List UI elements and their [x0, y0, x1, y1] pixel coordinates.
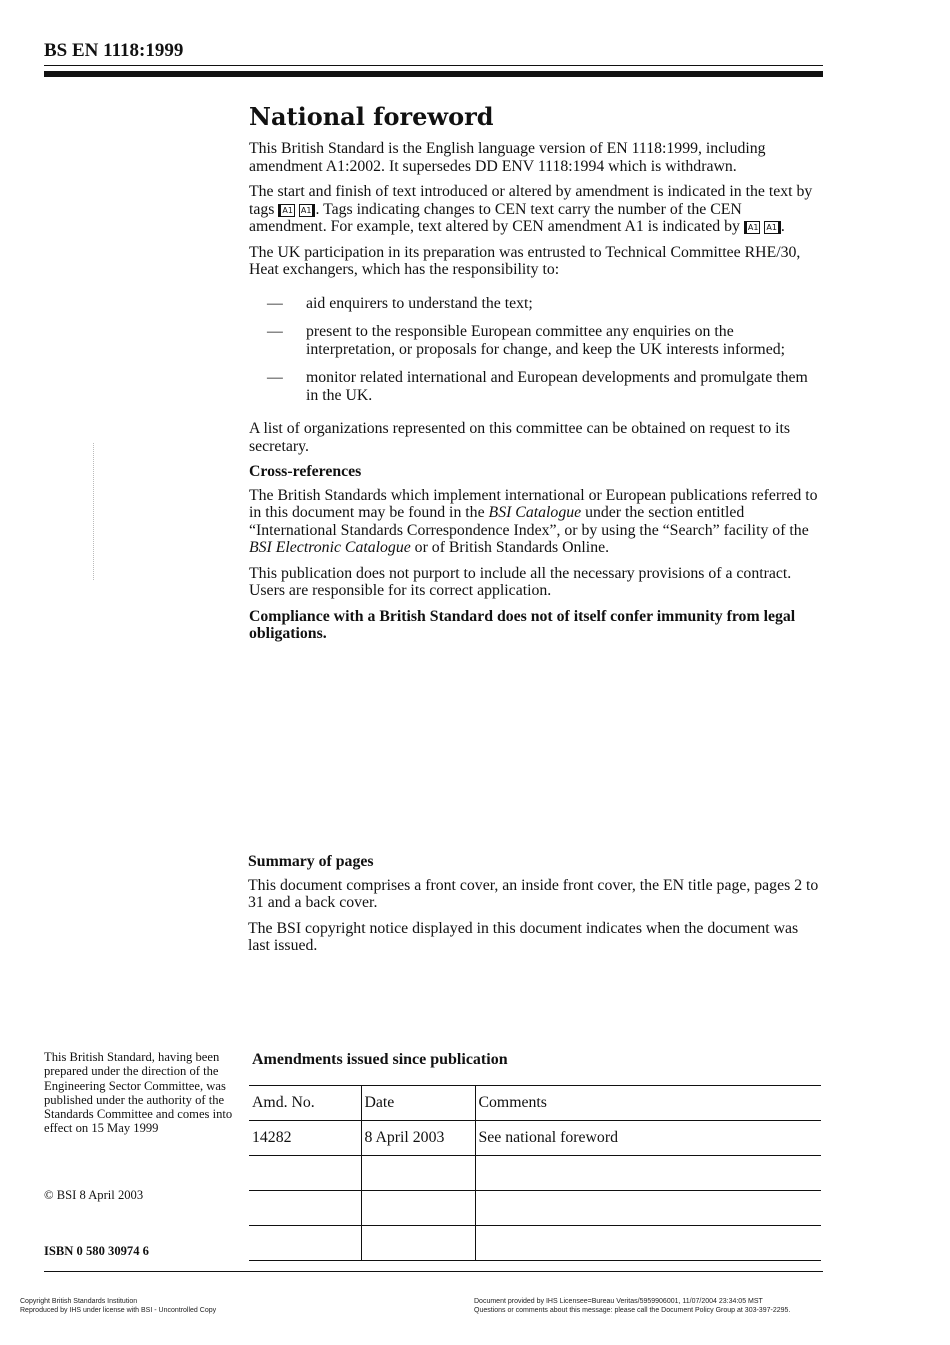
foreword-paragraph-2: The start and finish of text introduced or altered by amendment is indicated in the text by tags A1 A1 . Tags indicating changes to CEN text carry the number of the CEN amendment. For example, text altered by CEN amendment A1 is indicated by A1 A1 .	[249, 183, 813, 235]
publication-note: This British Standard, having been prepared under the direction of the Engineering Sector Committee, was published under the authority of the Standards Committee and comes into effect on 15 May 1999	[44, 1050, 233, 1136]
cross-references-paragraph: The British Standards which implement international or European publications referred to in this document may be found in the BSI Catalogue under the section entitled “International Standards Correspondence Index”, or by using the “Search” facility of the BSI Electronic Catalogue or of British Standards Online.	[249, 486, 818, 556]
table-cell	[249, 1156, 361, 1191]
table-cell	[361, 1226, 475, 1261]
summary-of-pages	[248, 853, 824, 963]
table-cell: See national foreword	[475, 1121, 821, 1156]
summary-heading: Summary of pages	[248, 853, 374, 870]
compliance-statement: Compliance with a British Standard does not of itself confer immunity from legal obligations.	[249, 607, 796, 642]
national-foreword	[249, 102, 823, 651]
amendment-end-tag: A1	[764, 221, 781, 234]
page-title: National foreword	[249, 102, 494, 131]
table-cell	[475, 1226, 821, 1261]
foreword-paragraph-3: The UK participation in its preparation was entrusted to Technical Committee RHE/30, Heat exchangers, which has the responsibility to:	[249, 243, 801, 278]
list-item: — monitor related international and European developments and promulgate them in the UK.	[267, 369, 808, 404]
column-header: Comments	[475, 1086, 821, 1121]
amendment-end-tag: A1	[299, 204, 316, 217]
footer-document-info: Document provided by IHS Licensee=Bureau Veritas/5959906001, 11/07/2004 23:34:05 MST Questions or comments about this message: please call the Document Policy Group at 303-397-2295.	[474, 1298, 791, 1314]
table-cell	[249, 1191, 361, 1226]
table-row	[249, 1191, 821, 1226]
amendment-start-tag: A1	[278, 204, 295, 217]
table-cell: 14282	[249, 1121, 361, 1156]
amendment-start-tag: A1	[744, 221, 761, 234]
document-code: BS EN 1118:1999	[44, 40, 184, 61]
table-cell	[361, 1156, 475, 1191]
list-item: — present to the responsible European committee any enquiries on the interpretation, or proposals for change, and keep the UK interests informed;	[267, 323, 786, 358]
table-cell: 8 April 2003	[361, 1121, 475, 1156]
foreword-paragraph-4: A list of organizations represented on this committee can be obtained on request to its secretary.	[249, 420, 791, 455]
cross-references-heading: Cross-references	[249, 463, 362, 480]
table-header-row	[249, 1086, 821, 1121]
foreword-paragraph-1: This British Standard is the English language version of EN 1118:1999, including amendment A1:2002. It supersedes DD ENV 1118:1994 which is withdrawn.	[249, 140, 766, 175]
header-rule-thick	[44, 71, 823, 77]
table-cell	[249, 1226, 361, 1261]
header-rule-thin	[44, 65, 823, 66]
isbn: ISBN 0 580 30974 6	[44, 1244, 149, 1258]
table-cell	[361, 1191, 475, 1226]
amendments-title: Amendments issued since publication	[252, 1051, 508, 1068]
table-cell	[475, 1191, 821, 1226]
copyright-notice: © BSI 8 April 2003	[44, 1188, 144, 1202]
summary-paragraph-1: This document comprises a front cover, an inside front cover, the EN title page, pages 2 to 31 and a back cover.	[248, 876, 819, 911]
foreword-paragraph-5: This publication does not purport to include all the necessary provisions of a contract. Users are responsible for its correct application.	[249, 564, 792, 599]
footer-copyright: Copyright British Standards Institution Reproduced by IHS under license with BSI - Uncontrolled Copy	[20, 1298, 217, 1314]
list-item: — aid enquirers to understand the text;	[267, 294, 533, 312]
margin-dotted-mark	[93, 443, 95, 580]
column-header: Date	[361, 1086, 475, 1121]
footer-rule	[44, 1271, 823, 1272]
responsibility-list	[249, 295, 823, 405]
table-row	[249, 1156, 821, 1191]
column-header: Amd. No.	[249, 1086, 361, 1121]
summary-paragraph-2: The BSI copyright notice displayed in this document indicates when the document was last issued.	[248, 919, 799, 954]
table-row	[249, 1121, 821, 1156]
table-cell	[475, 1156, 821, 1191]
amendments-table	[249, 1085, 821, 1261]
table-row	[249, 1226, 821, 1261]
